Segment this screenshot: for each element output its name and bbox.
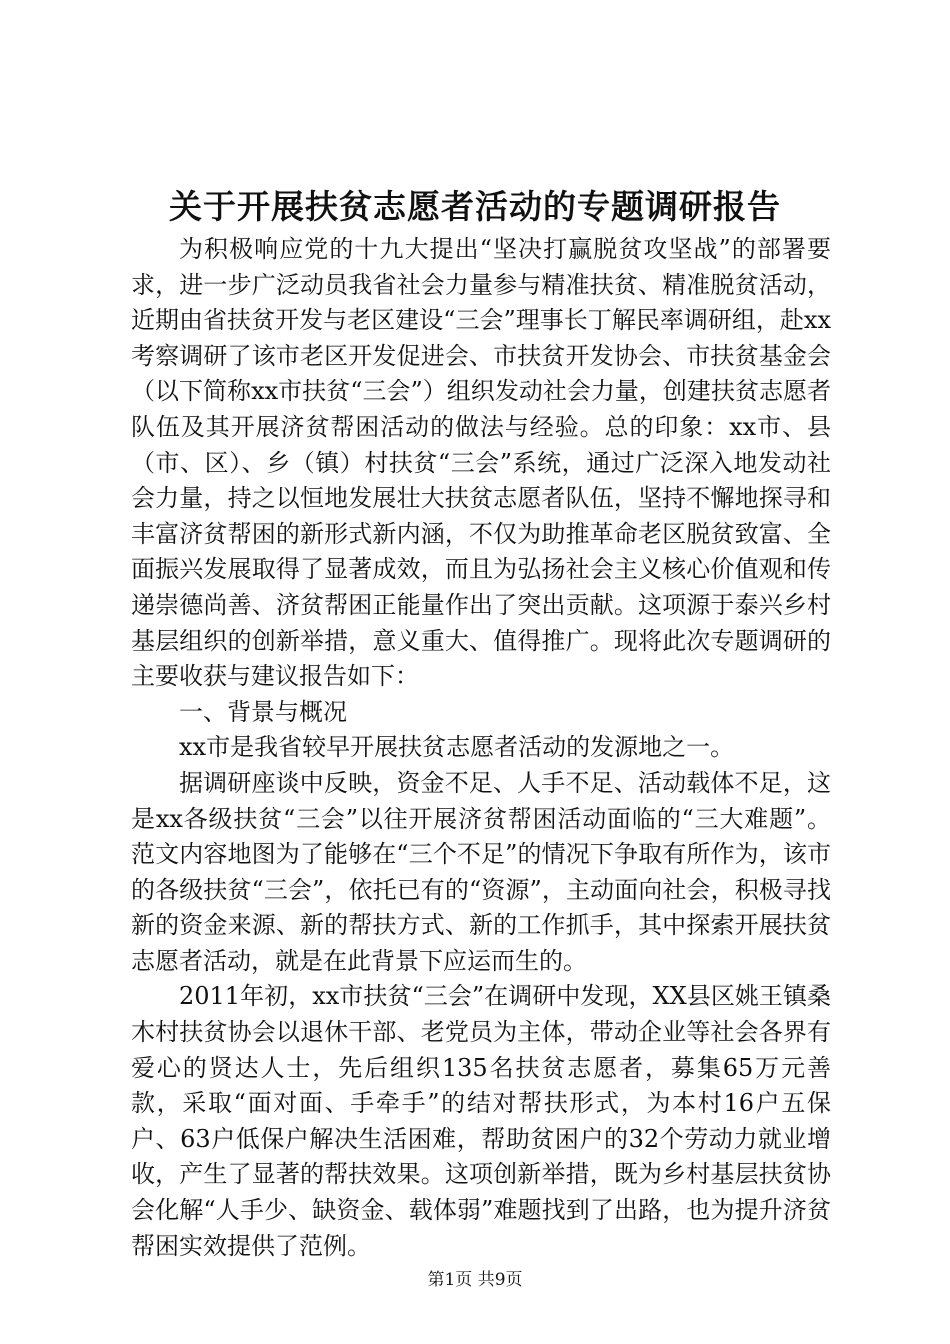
paragraph-difficulties: 据调研座谈中反映，资金不足、人手不足、活动载体不足，这是xx各级扶贫“三会”以往开展济贫帮困活动面临的“三大难题”。范文内容地图为了能够在“三个不足”的情况下争取有所作为，该市的各级扶贫“三会”，依托已有的“资源”，主动面向社会，积极寻找新的资金来源、新的帮扶方式、新的工作抓手，其中探索开展扶贫志愿者活动，就是在此背景下应运而生的。	[131, 768, 831, 975]
document-title: 关于开展扶贫志愿者活动的专题调研报告	[169, 187, 781, 226]
paragraph-intro: 为积极响应党的十九大提出“坚决打赢脱贫攻坚战”的部署要求，进一步广泛动员我省社会力量参与精准扶贫、精准脱贫活动，近期由省扶贫开发与老区建设“三会”理事长丁解民率调研组，赴xx考察调研了该市老区开发促进会、市扶贫开发协会、市扶贫基金会（以下简称xx市扶贫“三会”）组织发动社会力量，创建扶贫志愿者队伍及其开展济贫帮困活动的做法与经验。总的印象：xx市、县（市、区）、乡（镇）村扶贫“三会”系统，通过广泛深入地发动社会力量，持之以恒地发展壮大扶贫志愿者队伍，坚持不懈地探寻和丰富济贫帮困的新形式新内涵，不仅为助推革命老区脱贫致富、全面振兴发展取得了显著成效，而且为弘扬社会主义核心价值观和传递崇德尚善、济贫帮困正能量作出了突出贡献。这项源于泰兴乡村基层组织的创新举措，意义重大、值得推广。现将此次专题调研的主要收获与建议报告如下：	[131, 235, 831, 691]
section-heading-background: 一、背景与概况	[179, 697, 347, 726]
paragraph-2011: 2011年初，xx市扶贫“三会”在调研中发现，XX县区姚王镇桑木村扶贫协会以退休干部、老党员为主体，带动企业等社会各界有爱心的贤达人士，先后组织135名扶贫志愿者，募集65万元善款，采取“面对面、手牵手”的结对帮扶形式，为本村16户五保户、63户低保户解决生活困难，帮助贫困户的32个劳动力就业增收，产生了显著的帮扶效果。这项创新举措，既为乡村基层扶贫协会化解“人手少、缺资金、载体弱”难题找到了出路，也为提升济贫帮困实效提供了范例。	[131, 982, 831, 1260]
document-body	[131, 232, 831, 1264]
paragraph-origin: xx市是我省较早开展扶贫志愿者活动的发源地之一。	[179, 733, 735, 762]
page-number: 第1页 共9页	[427, 1270, 523, 1290]
